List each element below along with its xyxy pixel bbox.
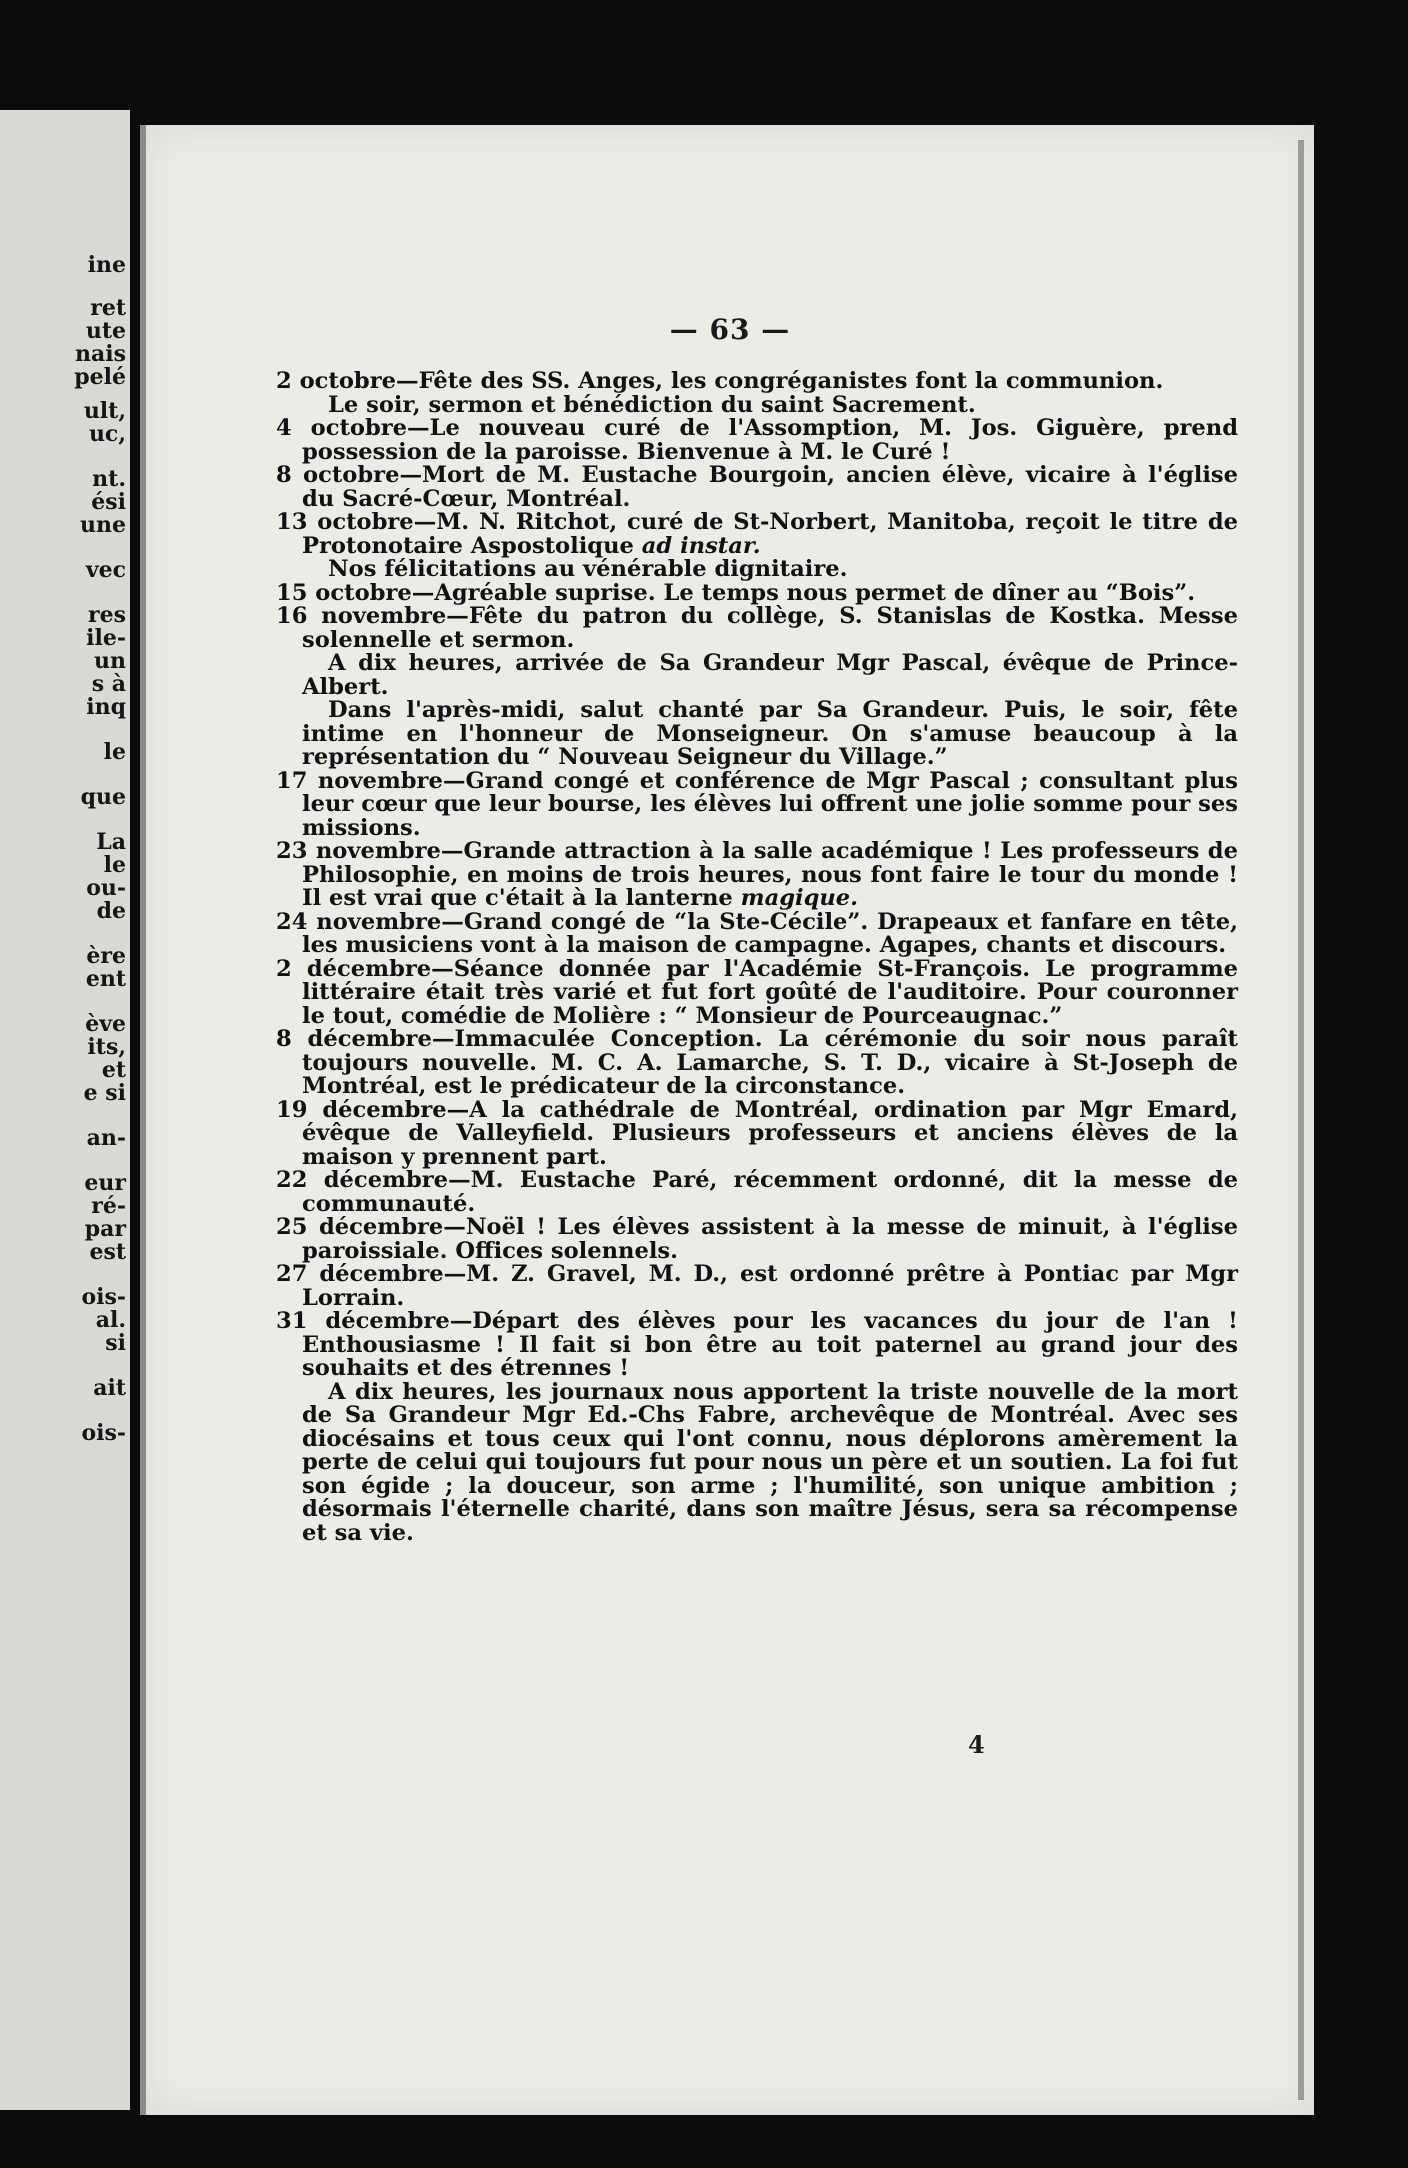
left-fragment-line: eur xyxy=(84,1170,126,1196)
entry-text: —Départ des élèves pour les vacances du jour de l'an ! Enthousiasme ! Il fait si bon être au toit paternel au grand jour des souhaits et des étrennes ! xyxy=(302,1308,1238,1381)
left-fragment-line: ile- xyxy=(86,625,126,651)
left-fragment-line: ret xyxy=(90,295,126,321)
entry-text: —Fête des SS. Anges, les congréganistes font la communion. xyxy=(396,368,1164,394)
journal-entry xyxy=(276,1169,1238,1216)
left-fragment-line: nais xyxy=(75,341,126,367)
entry-paragraph: Nos félicitations au vénérable dignitaire. xyxy=(328,556,848,582)
entry-italic-text: ad instar. xyxy=(641,532,761,559)
entry-date: 13 octobre xyxy=(276,509,414,535)
journal-entry xyxy=(276,767,1238,841)
journal-entry xyxy=(276,579,1238,606)
entry-text: —Le nouveau curé de l'Assomption, M. Jos. Giguère, prend possession de la paroisse. Bienvenue à M. le Curé ! xyxy=(302,415,1238,465)
entry-text: —Grand congé et conférence de Mgr Pascal ; consultant plus leur cœur que leur bourse, les élèves lui offrent une jolie somme pour ses missions. xyxy=(302,767,1238,841)
entry-date: 8 décembre xyxy=(276,1026,432,1052)
entry-date: 2 octobre xyxy=(276,368,396,394)
entry-date: 17 novembre xyxy=(276,767,443,794)
left-fragment-line: pelé xyxy=(74,364,126,390)
page-number: — 63 — xyxy=(669,313,791,346)
entry-text: —Grande attraction à la salle académique ! Les professeurs de Philosophie, en moins de trois heures, nous font faire le tour du monde ! Il est vrai que c'était à la lanterne xyxy=(302,838,1238,911)
entry-date: 16 novembre xyxy=(276,603,447,629)
left-fragment-line: its, xyxy=(87,1034,126,1060)
left-fragment-line: une xyxy=(80,512,126,538)
left-fragment-line: ait xyxy=(93,1375,126,1401)
journal-entry xyxy=(276,955,1238,1029)
entry-date: 4 octobre xyxy=(276,415,408,441)
signature-mark: 4 xyxy=(968,1730,985,1759)
entry-date: 2 décembre xyxy=(276,955,432,982)
left-fragment-line: un xyxy=(94,648,126,674)
entry-text: —M. N. Ritchot, curé de St-Norbert, Manitoba, reçoit le titre de Protonotaire Aspostolique xyxy=(302,509,1238,559)
left-fragment-line: ois- xyxy=(81,1284,126,1310)
journal-entry xyxy=(276,1028,1238,1099)
left-fragment-line: nt. xyxy=(92,466,126,492)
left-fragment-line: res xyxy=(88,602,126,628)
entry-text: —M. Eustache Paré, récemment ordonné, dit la messe de communauté. xyxy=(302,1167,1238,1217)
journal-entry xyxy=(276,370,1238,417)
journal-entry xyxy=(276,417,1238,464)
left-fragment-line: inq xyxy=(86,694,126,720)
left-page-fragment xyxy=(0,110,130,2110)
left-fragment-line: ève xyxy=(85,1011,126,1037)
left-fragment-line: ré- xyxy=(91,1193,126,1219)
book-page xyxy=(140,125,1314,2115)
left-fragment-line: ult, xyxy=(83,398,126,424)
left-fragment-line: si xyxy=(105,1330,126,1356)
journal-entry xyxy=(276,464,1238,511)
entry-text: —Noël ! Les élèves assistent à la messe de minuit, à l'église paroissiale. Offices solennels. xyxy=(302,1214,1238,1264)
entry-paragraph: Le soir, sermon et bénédiction du saint Sacrement. xyxy=(328,391,976,418)
entry-paragraph: A dix heures, arrivée de Sa Grandeur Mgr Pascal, évêque de Prince-Albert. xyxy=(302,650,1238,700)
left-fragment-line: La xyxy=(96,829,126,855)
journal-entry xyxy=(276,908,1238,958)
journal-entry xyxy=(276,511,1238,582)
entry-text: —A la cathédrale de Montréal, ordination par Mgr Emard, évêque de Valleyfield. Plusieurs professeurs et anciens élèves de la maison y prennent part. xyxy=(302,1096,1238,1170)
left-fragment-line: s à xyxy=(91,671,126,697)
left-fragment-line: ési xyxy=(91,489,126,515)
entry-text: —Agréable suprise. Le temps nous permet de dîner au “Bois”. xyxy=(411,579,1196,606)
journal-entry xyxy=(276,1096,1238,1170)
left-fragment-line: vec xyxy=(85,557,126,583)
entry-text: —Mort de M. Eustache Bourgoin, ancien élève, vicaire à l'église du Sacré-Cœur, Montréal. xyxy=(302,462,1238,512)
left-fragment-line: par xyxy=(84,1216,126,1242)
left-fragment-line: ent xyxy=(85,966,126,992)
journal-entry xyxy=(276,1310,1238,1545)
journal-entry xyxy=(276,840,1238,911)
entry-date: 31 décembre xyxy=(276,1308,450,1334)
entry-text: —Fête du patron du collège, S. Stanislas de Kostka. Messe solennelle et sermon. xyxy=(302,603,1238,653)
entry-date: 8 octobre xyxy=(276,462,400,488)
entry-text: —Immaculée Conception. La cérémonie du soir nous paraît toujours nouvelle. M. C. A. Lamarche, S. T. D., vicaire à St-Joseph de Montréal, est le prédicateur de la circonstance. xyxy=(302,1026,1238,1099)
left-fragment-line: que xyxy=(80,784,126,810)
entry-date: 27 décembre xyxy=(276,1261,444,1287)
entry-date: 19 décembre xyxy=(276,1096,447,1123)
journal-entry xyxy=(276,605,1238,770)
page-edge xyxy=(1298,140,1304,2100)
left-fragment-line: le xyxy=(103,852,126,878)
entry-italic-text: magique. xyxy=(740,885,859,911)
journal-entry xyxy=(276,1263,1238,1310)
entry-date: 25 décembre xyxy=(276,1214,444,1240)
left-fragment-line: de xyxy=(96,898,126,924)
left-fragment-line: ou- xyxy=(86,875,126,901)
left-fragment-line: ère xyxy=(86,943,126,969)
entry-paragraph: Dans l'après-midi, salut chanté par Sa Grandeur. Puis, le soir, fête intime en l'honneur de Monseigneur. On s'amuse beaucoup à la représentation du “ Nouveau Seigneur du Village.” xyxy=(302,697,1238,770)
entry-paragraph: A dix heures, les journaux nous apportent la triste nouvelle de la mort de Sa Grandeur Mgr Ed.-Chs Fabre, archevêque de Montréal. Avec ses diocésains et tous ceux qui l'ont connu, nous déplorons amèrement la perte de celui qui toujours fut pour nous un père et un soutien. La foi fut son égide ; la douceur, son arme ; l'humilité, son unique ambition ; désormais l'éternelle charité, dans son maître Jésus, sera sa récompense et sa vie. xyxy=(302,1378,1238,1546)
left-fragment-line: e si xyxy=(83,1080,126,1106)
left-fragment-line: est xyxy=(89,1239,126,1265)
entry-date: 24 novembre xyxy=(276,908,442,935)
entry-date: 22 décembre xyxy=(276,1167,449,1193)
entry-text: —M. Z. Gravel, M. D., est ordonné prêtre à Pontiac par Mgr Lorrain. xyxy=(302,1261,1238,1311)
left-fragment-line: le xyxy=(103,739,126,765)
left-fragment-line: et xyxy=(101,1057,126,1083)
left-fragment-line: al. xyxy=(95,1307,126,1333)
journal-entry xyxy=(276,1216,1238,1263)
journal-entries xyxy=(276,370,1238,1545)
left-fragment-line: an- xyxy=(86,1125,126,1151)
entry-date: 23 novembre xyxy=(276,838,441,864)
left-fragment-line: uc, xyxy=(88,421,126,447)
entry-text: —Séance donnée par l'Académie St-François. Le programme littéraire était très varié et fut fort goûté de l'auditoire. Pour couronner le tout, comédie de Molière : “ Monsieur de Pourceaugnac.” xyxy=(302,955,1238,1029)
left-fragment-line: ine xyxy=(87,252,126,278)
entry-text: —Grand congé de “la Ste-Cécile”. Drapeaux et fanfare en tête, les musiciens vont à la maison de campagne. Agapes, chants et discours. xyxy=(302,908,1238,958)
entry-date: 15 octobre xyxy=(276,579,412,606)
left-fragment-line: ute xyxy=(85,318,126,344)
left-fragment-line: ois- xyxy=(81,1420,126,1446)
